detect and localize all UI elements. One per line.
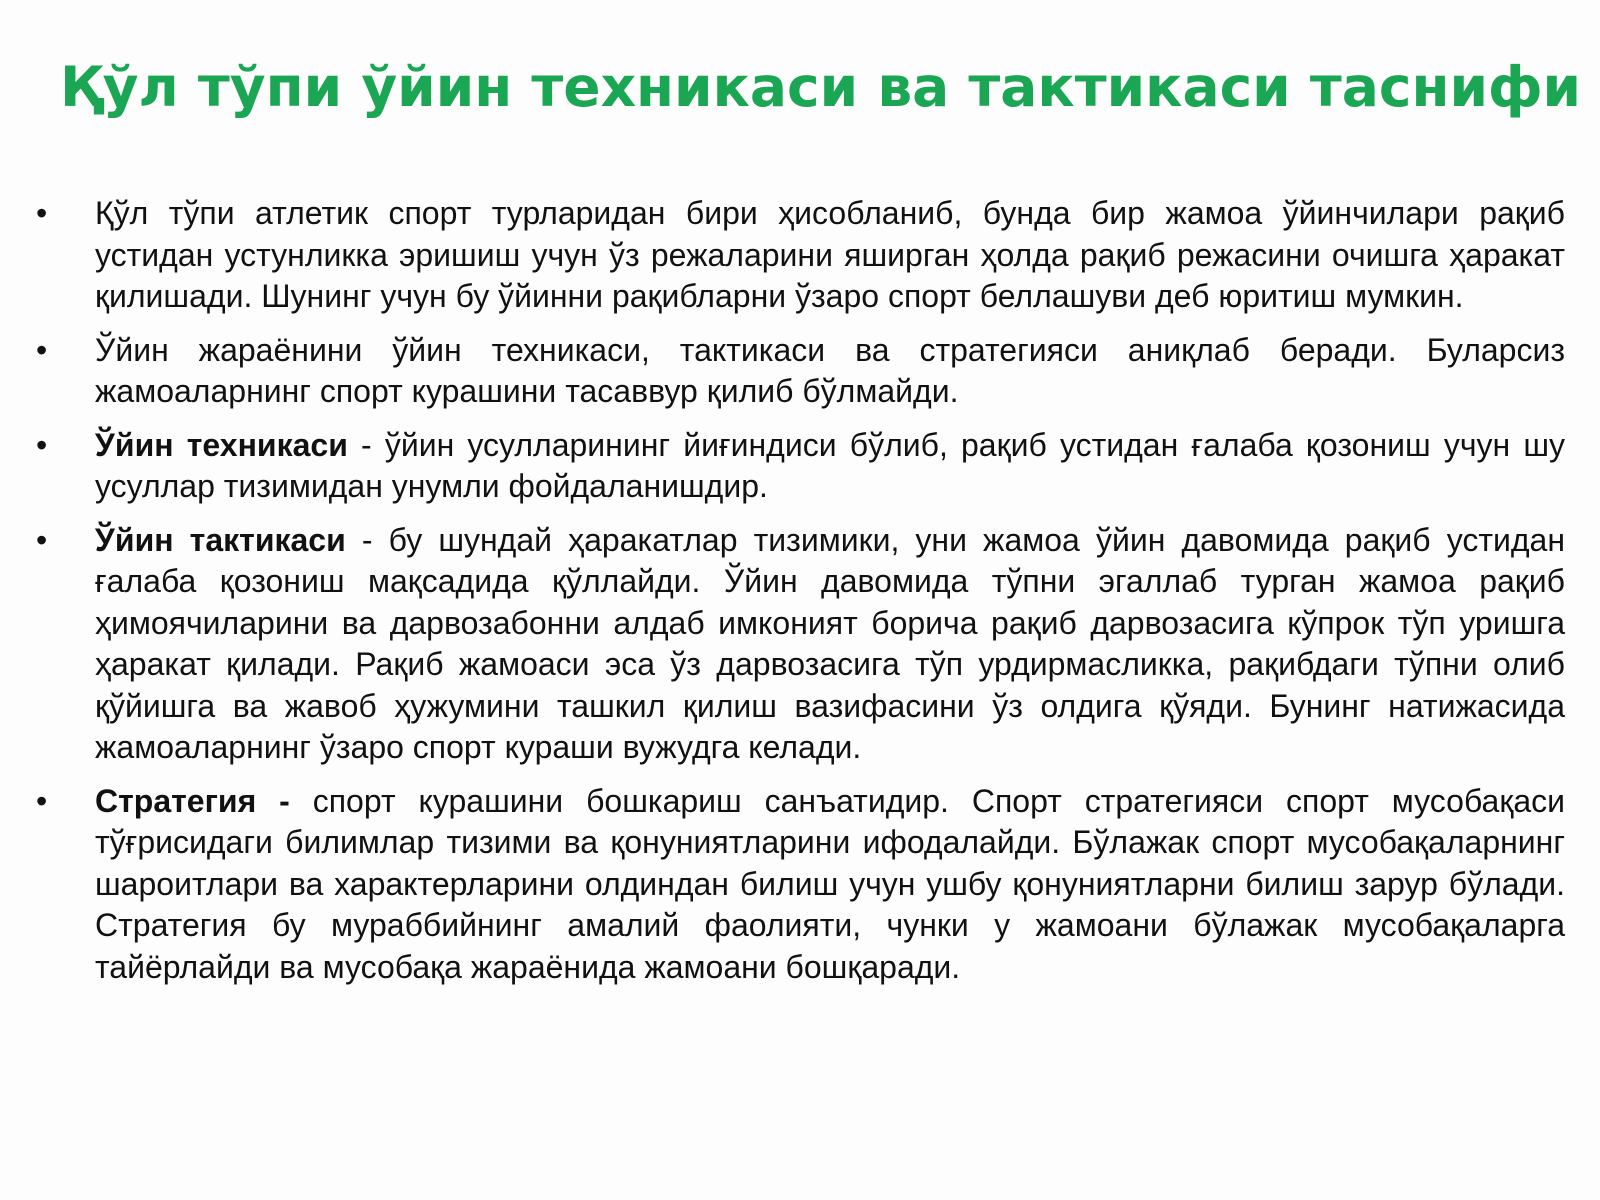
bullet-dot: • bbox=[36, 521, 48, 558]
bullet-dot: • bbox=[36, 331, 48, 368]
bullet-text bbox=[95, 425, 1565, 508]
bullet-dot: • bbox=[36, 782, 48, 819]
bullet-dot: • bbox=[36, 195, 48, 231]
bullet-item bbox=[30, 425, 1565, 508]
bullet-item bbox=[30, 781, 1565, 989]
bullet-term: Ўйин техникаси bbox=[95, 426, 348, 463]
bullet-dot: • bbox=[36, 426, 48, 463]
bullet-body: спорт курашини бошкариш санъатидир. Спорт стратегияси спорт мусобақаси тўғрисидаги билимлар тизими ва қонуниятларини ифодалайди. Бўлажак спорт мусобақаларнинг шароитлари ва характерларини олдиндан билиш учун ушбу қонуниятларни билиш зарур бўлади. Стратегия бу мураббийнинг амалий фаолияти, чунки у жамоани бўлажак мусобақаларга тайёрлайди ва мусобақа жараёнида жамоани бошқаради. bbox=[95, 782, 1566, 985]
bullet-term: Ўйин тактикаси bbox=[95, 521, 346, 558]
bullet-body: - ўйин усулларининг йиғиндиси бўлиб, рақиб устидан ғалаба қозониш учун шу усуллар тизимидан унумли фойдаланишдир. bbox=[95, 426, 1565, 504]
bullet-item bbox=[30, 520, 1565, 769]
bullet-body: Қўл тўпи атлетик спорт турларидан бири ҳисобланиб, бунда бир жамоа ўйинчилари рақиб устидан устунликка эришиш учун ўз режаларини яширган ҳолда рақиб режасини очишга ҳаракат қилишади. Шунинг учун бу ўйинни рақибларни ўзаро спорт беллашуви деб юритиш мумкин. bbox=[95, 195, 1565, 314]
bullet-text bbox=[95, 781, 1565, 989]
bullet-item bbox=[30, 330, 1565, 413]
bullet-list bbox=[30, 193, 1565, 1000]
bullet-text bbox=[95, 520, 1565, 769]
bullet-body: - бу шундай ҳаракатлар тизимики, уни жамоа ўйин давомида рақиб устидан ғалаба қозониш мақсадида қўллайди. Ўйин давомида тўпни эгаллаб турган жамоа рақиб ҳимоячиларини ва дарвозабонни алдаб имконият борича рақиб дарвозасига кўпрок тўп уришга ҳаракат қилади. Рақиб жамоаси эса ўз дарвозасига тўп урдирмасликка, рақибдаги тўпни олиб қўйишга ва жавоб ҳужумини ташкил қилиш вазифасини ўз олдига қўяди. Бунинг натижасида жамоаларнинг ўзаро спорт кураши вужудга келади. bbox=[95, 521, 1566, 765]
bullet-text bbox=[95, 330, 1565, 413]
bullet-text bbox=[95, 193, 1565, 318]
bullet-term: Стратегия - bbox=[95, 782, 290, 819]
bullet-item bbox=[30, 193, 1565, 318]
bullet-body: Ўйин жараёнини ўйин техникаси, тактикаси ва стратегияси аниқлаб беради. Буларсиз жамоаларнинг спорт курашини тасаввур қилиб бўлмайди. bbox=[95, 331, 1565, 409]
slide-title: Қўл тўпи ўйин техникаси ва тактикаси таснифи bbox=[60, 55, 1582, 119]
